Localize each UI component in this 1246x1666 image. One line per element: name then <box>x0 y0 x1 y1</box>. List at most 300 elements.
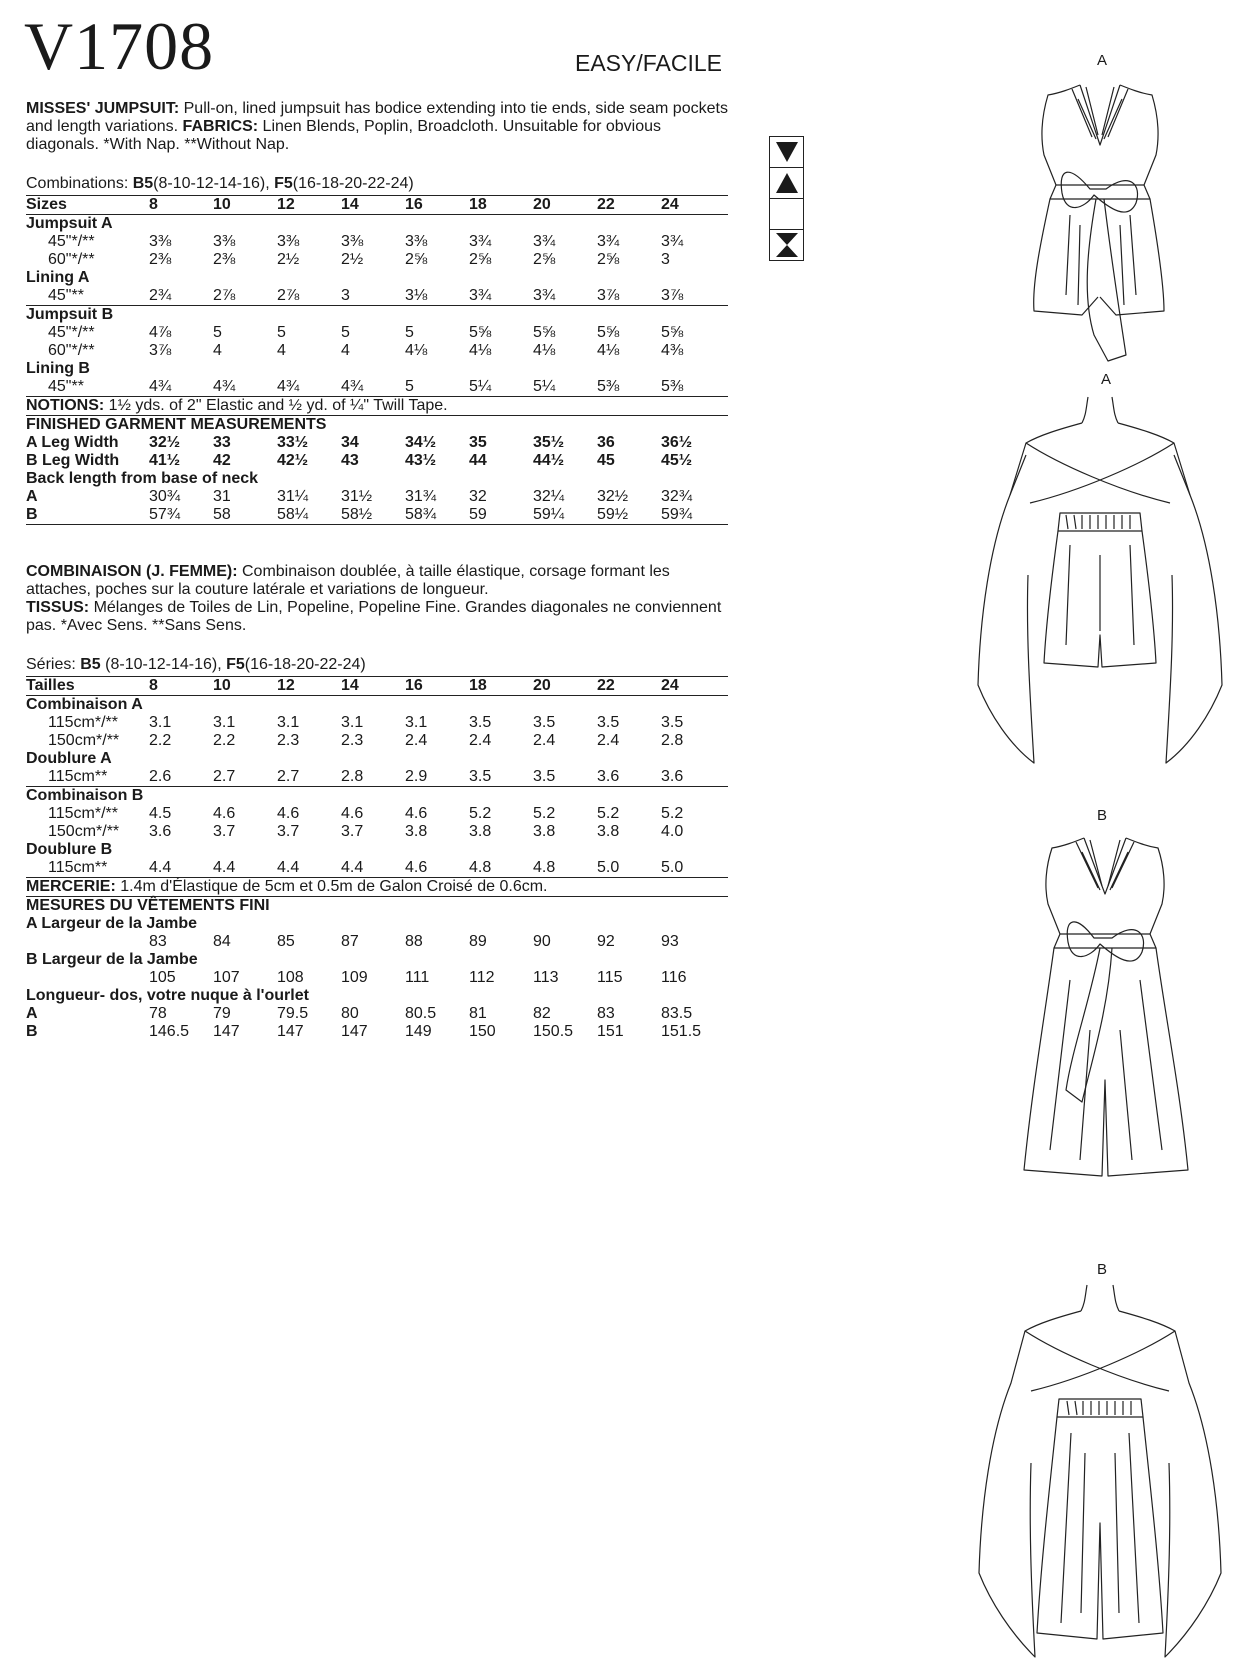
value-cell: 3.6 <box>661 768 728 787</box>
value-cell: 111 <box>405 969 430 986</box>
value-cell: 80.5 <box>405 1005 437 1022</box>
value-cell: 3.1 <box>149 714 172 731</box>
value-cell: 3.5 <box>469 714 492 731</box>
pattern-number: V1708 <box>24 8 215 84</box>
row-label: 115cm** <box>26 859 149 878</box>
value-cell: 4.6 <box>277 805 300 822</box>
en-yardage-row <box>26 342 728 360</box>
value-cell: 2¾ <box>149 287 213 306</box>
value-cell: 3¾ <box>533 287 597 306</box>
row-label: 115cm*/** <box>48 805 118 822</box>
row-label: A Leg Width <box>26 434 119 451</box>
value-cell: 89 <box>469 933 487 950</box>
notions-label: MERCERIE: <box>26 878 116 895</box>
value-cell: 3⅛ <box>405 287 469 306</box>
value-cell: 4¾ <box>149 378 213 397</box>
back-a-row <box>26 1005 728 1023</box>
series-f5: F5 <box>226 656 245 673</box>
value-cell: 32½ <box>597 488 629 505</box>
finished-title: FINISHED GARMENT MEASUREMENTS <box>26 416 327 433</box>
difficulty-label: EASY/FACILE <box>575 50 723 76</box>
series-b5-sizes: (8-10-12-14-16), <box>100 656 227 673</box>
value-cell: 59¾ <box>661 506 728 525</box>
value-cell: 151.5 <box>661 1023 702 1040</box>
fabrics-text: Linen Blends, Poplin, Broadcloth. Unsuitable for obvious diagonals. *With Nap. **Without Nap. <box>26 118 662 153</box>
value-cell: 58¾ <box>405 506 469 525</box>
value-cell: 83 <box>149 933 167 950</box>
value-cell: 5 <box>405 324 414 341</box>
series-label: Séries: <box>26 656 81 673</box>
value-cell: 2⅞ <box>213 287 277 306</box>
value-cell: 3.6 <box>149 823 172 840</box>
fr-yardage-row <box>26 732 728 750</box>
value-cell: 2⅝ <box>469 251 492 268</box>
value-cell: 4.0 <box>661 823 684 840</box>
fr-sizes-header <box>26 677 728 696</box>
jumpsuit-a-back-sketch <box>970 395 1230 765</box>
row-label: 60"*/** <box>48 342 95 359</box>
group-label: Doublure B <box>26 841 113 858</box>
combination-b5-sizes: (8-10-12-14-16), <box>153 175 275 192</box>
value-cell: 3¾ <box>661 233 684 250</box>
value-cell: 3¾ <box>469 233 492 250</box>
en-group-row <box>26 269 728 287</box>
value-cell: 3.5 <box>469 768 533 787</box>
value-cell: 3 <box>661 251 670 268</box>
value-cell: 2½ <box>277 251 300 268</box>
tissus-label: TISSUS: <box>26 599 90 616</box>
value-cell: 90 <box>533 933 551 950</box>
value-cell: 4⅛ <box>469 342 492 359</box>
value-cell: 5 <box>277 324 286 341</box>
value-cell: 5⅝ <box>469 324 492 341</box>
value-cell: 3.5 <box>533 768 597 787</box>
value-cell: 3.1 <box>341 714 364 731</box>
value-cell: 3⅞ <box>597 287 661 306</box>
value-cell: 3.8 <box>533 823 556 840</box>
series-b5: B5 <box>80 656 101 673</box>
value-cell: 3⅞ <box>661 287 728 306</box>
value-cell: 4.8 <box>533 859 597 878</box>
combination-b5: B5 <box>132 175 154 192</box>
value-cell: 5.2 <box>597 805 620 822</box>
value-cell: 32¼ <box>533 488 565 505</box>
a-leg-title-row <box>26 915 728 933</box>
value-cell: 58¼ <box>277 506 341 525</box>
series-f5-sizes: (16-18-20-22-24) <box>244 656 366 673</box>
value-cell: 4.6 <box>213 805 236 822</box>
value-cell: 2.3 <box>277 732 300 749</box>
size-16: 16 <box>405 196 469 215</box>
size-14: 14 <box>341 677 405 696</box>
size-18: 18 <box>469 677 533 696</box>
desc-text: Pull-on, lined jumpsuit has bodice extending into tie ends, side seam pockets and length variations. <box>26 100 728 135</box>
value-cell: 5 <box>405 378 469 397</box>
value-cell: 87 <box>341 933 359 950</box>
fr-notions <box>26 878 728 897</box>
size-20: 20 <box>533 196 597 215</box>
value-cell: 44½ <box>533 452 565 469</box>
en-yardage-row <box>26 251 728 269</box>
value-cell: 5⅜ <box>661 378 728 397</box>
value-cell: 3.8 <box>469 823 492 840</box>
value-cell: 2.8 <box>661 732 684 749</box>
en-yardage-row <box>26 324 728 342</box>
value-cell: 3.5 <box>661 714 684 731</box>
value-cell: 3.7 <box>341 823 364 840</box>
value-cell: 5.2 <box>469 805 492 822</box>
value-cell: 79.5 <box>277 1005 309 1022</box>
finished-title: MESURES DU VÊTEMENTS FINI <box>26 897 270 914</box>
size-10: 10 <box>213 196 277 215</box>
value-cell: 4 <box>277 342 286 359</box>
value-cell: 5 <box>213 324 222 341</box>
en-notions <box>26 397 728 416</box>
value-cell: 3.1 <box>405 714 428 731</box>
value-cell: 4.6 <box>341 805 364 822</box>
value-cell: 4⅛ <box>405 342 428 359</box>
value-cell: 44 <box>469 452 487 469</box>
value-cell: 2.7 <box>277 768 341 787</box>
value-cell: 3⅞ <box>149 342 172 359</box>
view-label-a-back: A <box>1100 371 1111 388</box>
row-label: 45"*/** <box>48 324 95 341</box>
value-cell: 147 <box>213 1023 240 1040</box>
value-cell: 88 <box>405 933 423 950</box>
nap-key <box>769 136 804 261</box>
value-cell: 3⅜ <box>213 233 236 250</box>
value-cell: 3⅜ <box>405 233 428 250</box>
value-cell: 82 <box>533 1005 551 1022</box>
value-cell: 59 <box>469 506 533 525</box>
value-cell: 5.2 <box>661 805 684 822</box>
value-cell: 32 <box>469 488 487 505</box>
value-cell: 112 <box>469 969 495 986</box>
row-label: A <box>26 1005 38 1022</box>
value-cell: 4.5 <box>149 805 172 822</box>
value-cell: 4¾ <box>213 378 277 397</box>
value-cell: 2⅝ <box>597 251 620 268</box>
row-label: 45"*/** <box>48 233 95 250</box>
fr-yardage-row <box>26 805 728 823</box>
combinations-line <box>26 175 731 193</box>
row-label: 150cm*/** <box>48 732 120 749</box>
value-cell: 41½ <box>149 452 181 469</box>
b-leg-row <box>26 969 728 987</box>
value-cell: 3.8 <box>597 823 620 840</box>
value-cell: 2.3 <box>341 732 364 749</box>
sizes-label: Tailles <box>26 677 149 696</box>
value-cell: 2.8 <box>341 768 405 787</box>
notions-text: 1½ yds. of 2" Elastic and ½ yd. of ¼" Twill Tape. <box>104 397 448 414</box>
value-cell: 36 <box>597 434 615 451</box>
fr-yardage-row <box>26 714 728 732</box>
fr-group-row <box>26 750 728 768</box>
size-10: 10 <box>213 677 277 696</box>
value-cell: 105 <box>149 969 176 986</box>
value-cell: 2.4 <box>533 732 556 749</box>
value-cell: 3.8 <box>405 823 428 840</box>
value-cell: 93 <box>661 933 679 950</box>
en-group-row <box>26 306 728 325</box>
value-cell: 113 <box>533 969 559 986</box>
value-cell: 34½ <box>405 434 437 451</box>
value-cell: 5⅝ <box>597 324 620 341</box>
en-group-row <box>26 360 728 378</box>
arrow-up-icon <box>770 168 803 199</box>
spacer <box>26 969 149 987</box>
value-cell: 3.5 <box>597 714 620 731</box>
en-back-length-title <box>26 470 728 488</box>
value-cell: 2.4 <box>405 732 428 749</box>
fr-group-row <box>26 696 728 715</box>
value-cell: 3.7 <box>277 823 300 840</box>
value-cell: 5.0 <box>661 859 728 878</box>
row-label: 150cm*/** <box>48 823 120 840</box>
value-cell: 79 <box>213 1005 231 1022</box>
value-cell: 5⅝ <box>533 324 556 341</box>
value-cell: 115 <box>597 969 623 986</box>
value-cell: 36½ <box>661 434 693 451</box>
value-cell: 43½ <box>405 452 437 469</box>
notions-label: NOTIONS: <box>26 397 105 414</box>
group-label: Jumpsuit B <box>26 306 114 323</box>
value-cell: 5.2 <box>533 805 556 822</box>
value-cell: 3⅜ <box>341 233 364 250</box>
value-cell: 4⅞ <box>149 324 172 341</box>
en-notions-cell <box>26 397 728 416</box>
value-cell: 109 <box>341 969 368 986</box>
value-cell: 92 <box>597 933 615 950</box>
value-cell: 81 <box>469 1005 487 1022</box>
size-20: 20 <box>533 677 597 696</box>
value-cell: 4 <box>341 342 350 359</box>
value-cell: 3¾ <box>533 233 556 250</box>
group-label: Combinaison B <box>26 787 144 804</box>
fr-yardage-row <box>26 768 728 787</box>
value-cell: 3.7 <box>213 823 236 840</box>
fr-notions-cell <box>26 878 728 897</box>
value-cell: 58½ <box>341 506 405 525</box>
value-cell: 30¾ <box>149 488 181 505</box>
value-cell: 5⅝ <box>661 324 684 341</box>
value-cell: 2.2 <box>213 732 236 749</box>
view-label-a-front: A <box>1096 52 1107 69</box>
value-cell: 4.4 <box>149 859 213 878</box>
value-cell: 2.4 <box>469 732 492 749</box>
value-cell: 107 <box>213 969 240 986</box>
value-cell: 33 <box>213 434 231 451</box>
row-label: B <box>26 506 149 525</box>
value-cell: 84 <box>213 933 231 950</box>
row-label: 115cm** <box>26 768 149 787</box>
value-cell: 5.0 <box>597 859 661 878</box>
value-cell: 32¾ <box>661 488 693 505</box>
group-label: Lining A <box>26 269 90 286</box>
value-cell: 35 <box>469 434 487 451</box>
value-cell: 59½ <box>597 506 661 525</box>
value-cell: 4⅛ <box>533 342 556 359</box>
value-cell: 34 <box>341 434 359 451</box>
value-cell: 3⅜ <box>149 233 172 250</box>
fr-yardage-row <box>26 859 728 878</box>
value-cell: 2⅝ <box>405 251 428 268</box>
value-cell: 4.8 <box>469 859 533 878</box>
combinations-label: Combinations: <box>26 175 133 192</box>
a-leg-label: A Largeur de la Jambe <box>26 915 198 932</box>
value-cell: 31 <box>213 488 231 505</box>
en-sizes-header <box>26 196 728 215</box>
value-cell: 58 <box>213 506 277 525</box>
row-label: 60"*/** <box>48 251 95 268</box>
value-cell: 2⅜ <box>213 251 236 268</box>
en-group-row <box>26 215 728 234</box>
value-cell: 57¾ <box>149 506 213 525</box>
value-cell: 31¼ <box>277 488 309 505</box>
size-12: 12 <box>277 677 341 696</box>
value-cell: 3¾ <box>469 287 533 306</box>
size-12: 12 <box>277 196 341 215</box>
value-cell: 35½ <box>533 434 565 451</box>
row-label: A <box>26 488 38 505</box>
value-cell: 2½ <box>341 251 364 268</box>
value-cell: 146.5 <box>149 1023 190 1040</box>
back-length-title: Longueur- dos, votre nuque à l'ourlet <box>26 987 309 1004</box>
value-cell: 151 <box>597 1023 624 1040</box>
value-cell: 45 <box>597 452 615 469</box>
sizes-label: Sizes <box>26 196 149 215</box>
value-cell: 4.4 <box>341 859 405 878</box>
en-finished-title <box>26 416 728 435</box>
value-cell: 4¾ <box>341 378 405 397</box>
tissus-text: Mélanges de Toiles de Lin, Popeline, Popeline Fine. Grandes diagonales ne conviennent pas. *Avec Sens. **Sans Sens. <box>26 599 722 634</box>
value-cell: 5 <box>341 324 350 341</box>
fabrics-label: FABRICS: <box>182 118 259 135</box>
value-cell: 4.4 <box>277 859 341 878</box>
row-label: 45"** <box>26 378 149 397</box>
value-cell: 147 <box>341 1023 368 1040</box>
group-label: Jumpsuit A <box>26 215 113 232</box>
value-cell: 3.1 <box>277 714 300 731</box>
french-description <box>26 563 731 635</box>
value-cell: 150 <box>469 1023 496 1040</box>
b-leg-row <box>26 452 728 470</box>
group-label: Doublure A <box>26 750 112 767</box>
value-cell: 4⅜ <box>661 342 684 359</box>
value-cell: 83 <box>597 1005 615 1022</box>
view-label-b-back: B <box>1096 1261 1107 1278</box>
hourglass-icon <box>770 230 803 260</box>
value-cell: 2.2 <box>149 732 172 749</box>
value-cell: 2⅜ <box>149 251 172 268</box>
back-length-title: Back length from base of neck <box>26 470 259 487</box>
value-cell: 5¼ <box>469 378 533 397</box>
value-cell: 5¼ <box>533 378 597 397</box>
group-label: Combinaison A <box>26 696 143 713</box>
value-cell: 85 <box>277 933 295 950</box>
value-cell: 2⅞ <box>277 287 341 306</box>
value-cell: 4 <box>213 342 222 359</box>
value-cell: 2.6 <box>149 768 213 787</box>
value-cell: 3.6 <box>597 768 661 787</box>
spacer <box>26 933 149 951</box>
value-cell: 3⅜ <box>277 233 300 250</box>
row-label: 115cm*/** <box>48 714 118 731</box>
back-b-row <box>26 506 728 525</box>
english-description <box>26 100 731 154</box>
series-line <box>26 656 731 674</box>
combination-f5-sizes: (16-18-20-22-24) <box>292 175 414 192</box>
value-cell: 4.4 <box>213 859 277 878</box>
size-8: 8 <box>149 196 213 215</box>
size-24: 24 <box>661 677 728 696</box>
value-cell: 32½ <box>149 434 181 451</box>
fr-yardage-row <box>26 823 728 841</box>
value-cell: 83.5 <box>661 1005 693 1022</box>
value-cell: 42 <box>213 452 231 469</box>
back-a-row <box>26 488 728 506</box>
size-8: 8 <box>149 677 213 696</box>
value-cell: 2.4 <box>597 732 620 749</box>
value-cell: 3.1 <box>213 714 236 731</box>
value-cell: 3¾ <box>597 233 620 250</box>
row-label: 45"** <box>26 287 149 306</box>
arrow-down-icon <box>770 137 803 168</box>
value-cell: 2.9 <box>405 768 469 787</box>
size-18: 18 <box>469 196 533 215</box>
value-cell: 43 <box>341 452 359 469</box>
value-cell: 31¾ <box>405 488 437 505</box>
english-yardage-table <box>26 195 728 525</box>
a-leg-row <box>26 434 728 452</box>
jumpsuit-b-back-sketch <box>975 1283 1225 1661</box>
size-24: 24 <box>661 196 728 215</box>
value-cell: 80 <box>341 1005 359 1022</box>
value-cell: 78 <box>149 1005 167 1022</box>
b-leg-title-row <box>26 951 728 969</box>
size-14: 14 <box>341 196 405 215</box>
fr-group-row <box>26 841 728 859</box>
value-cell: 3 <box>341 287 405 306</box>
fr-desc-text: Combinaison doublée, à taille élastique, corsage formant les attaches, poches sur la couture latérale et variations de longueur. <box>26 563 670 598</box>
back-b-row <box>26 1023 728 1041</box>
size-22: 22 <box>597 677 661 696</box>
value-cell: 5⅜ <box>597 378 661 397</box>
fr-back-length-title <box>26 987 728 1005</box>
fr-desc-title: COMBINAISON (J. FEMME): <box>26 563 238 580</box>
value-cell: 45½ <box>661 452 693 469</box>
value-cell: 2.7 <box>213 768 277 787</box>
value-cell: 4⅛ <box>597 342 620 359</box>
b-leg-label: B Largeur de la Jambe <box>26 951 198 968</box>
size-22: 22 <box>597 196 661 215</box>
value-cell: 4.6 <box>405 859 469 878</box>
jumpsuit-a-front-sketch <box>1000 75 1200 365</box>
fr-finished-title <box>26 897 728 916</box>
value-cell: 150.5 <box>533 1023 574 1040</box>
row-label: B Leg Width <box>26 452 120 469</box>
a-leg-row <box>26 933 728 951</box>
en-yardage-row <box>26 233 728 251</box>
desc-title: MISSES' JUMPSUIT: <box>26 100 180 117</box>
value-cell: 147 <box>277 1023 304 1040</box>
value-cell: 31½ <box>341 488 373 505</box>
size-16: 16 <box>405 677 469 696</box>
en-yardage-row <box>26 287 728 306</box>
blank-cell <box>770 199 803 230</box>
value-cell: 108 <box>277 969 304 986</box>
value-cell: 149 <box>405 1023 432 1040</box>
